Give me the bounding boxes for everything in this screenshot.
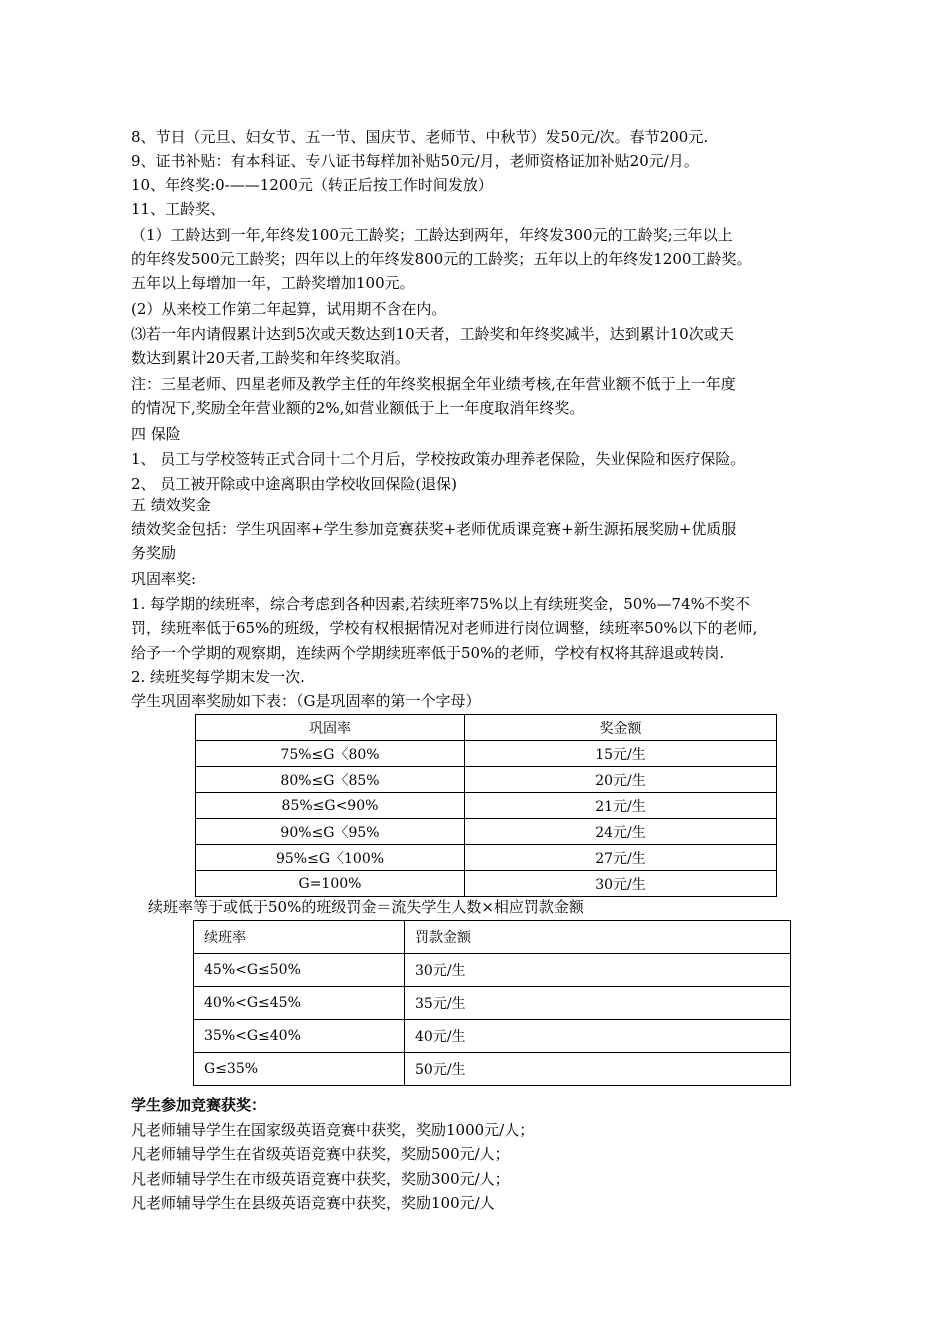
table-row bbox=[196, 767, 777, 793]
table-cell: 35元/生 bbox=[405, 987, 791, 1020]
text-line: 9、证书补贴：有本科证、专八证书每样加补贴50元/月，老师资格证加补贴20元/月。 bbox=[131, 152, 699, 170]
table-cell: G=100% bbox=[196, 871, 465, 897]
table-row bbox=[196, 871, 777, 897]
table-row bbox=[194, 987, 791, 1020]
text-line: 凡老师辅导学生在市级英语竞赛中获奖，奖励300元/人； bbox=[131, 1170, 510, 1188]
table-cell: 75%≤G〈80% bbox=[196, 741, 465, 767]
text-line: 凡老师辅导学生在县级英语竞赛中获奖，奖励100元/人 bbox=[131, 1194, 495, 1212]
text-line: 的情况下,奖励全年营业额的2%,如营业额低于上一年度取消年终奖。 bbox=[131, 399, 585, 417]
table-cell: G≤35% bbox=[194, 1053, 405, 1086]
table-header-cell: 巩固率 bbox=[196, 715, 465, 741]
table-cell: 50元/生 bbox=[405, 1053, 791, 1086]
table-cell: 35%<G≤40% bbox=[194, 1020, 405, 1053]
table-cell: 45%<G≤50% bbox=[194, 954, 405, 987]
text-line: 凡老师辅导学生在国家级英语竞赛中获奖，奖励1000元/人； bbox=[131, 1121, 535, 1139]
penalty-title: 续班率等于或低于50%的班级罚金＝流失学生人数×相应罚款金额 bbox=[148, 898, 584, 916]
table-row bbox=[194, 954, 791, 987]
table-row bbox=[196, 793, 777, 819]
penalty-table bbox=[193, 920, 791, 1086]
table-header-cell: 续班率 bbox=[194, 921, 405, 954]
text-line: （1）工龄达到一年,年终发100元工龄奖；工龄达到两年，年终发300元的工龄奖;三年以上 bbox=[131, 226, 733, 244]
table-cell: 40元/生 bbox=[405, 1020, 791, 1053]
table-cell: 20元/生 bbox=[465, 767, 777, 793]
table-header-cell: 奖金额 bbox=[465, 715, 777, 741]
retention-reward-table bbox=[195, 714, 777, 897]
table-row bbox=[196, 845, 777, 871]
text-line: 2、 员工被开除或中途离职由学校收回保险(退保) bbox=[131, 475, 458, 493]
table-header-cell: 罚款金额 bbox=[405, 921, 791, 954]
text-line: 11、工龄奖、 bbox=[131, 200, 226, 218]
text-line: 学生巩固率奖励如下表：（G是巩固率的第一个字母） bbox=[131, 692, 481, 710]
text-line: 2. 续班奖每学期末发一次. bbox=[131, 668, 305, 686]
text-line: 数达到累计20天者,工龄奖和年终奖取消。 bbox=[131, 349, 410, 367]
table-row bbox=[196, 741, 777, 767]
text-line: 给予一个学期的观察期，连续两个学期续班率低于50%的老师，学校有权将其辞退或转岗. bbox=[131, 644, 725, 662]
table-cell: 21元/生 bbox=[465, 793, 777, 819]
table-cell: 85%≤G<90% bbox=[196, 793, 465, 819]
text-line: 绩效奖金包括：学生巩固率+学生参加竞赛获奖+老师优质课竞赛+新生源拓展奖励+优质服 bbox=[131, 520, 737, 538]
table-row bbox=[194, 1053, 791, 1086]
text-line: 1、 员工与学校签转正式合同十二个月后，学校按政策办理养老保险，失业保险和医疗保险。 bbox=[131, 450, 746, 468]
table-cell: 40%<G≤45% bbox=[194, 987, 405, 1020]
table-cell: 30元/生 bbox=[465, 871, 777, 897]
text-line: 1. 每学期的续班率，综合考虑到各种因素,若续班率75%以上有续班奖金，50%—74%不奖不 bbox=[131, 595, 750, 613]
table-cell: 30元/生 bbox=[405, 954, 791, 987]
table-row bbox=[194, 1020, 791, 1053]
text-line: 凡老师辅导学生在省级英语竞赛中获奖，奖励500元/人； bbox=[131, 1145, 510, 1163]
table-cell: 24元/生 bbox=[465, 819, 777, 845]
text-line: 罚，续班率低于65%的班级，学校有权根据情况对老师进行岗位调整，续班率50%以下的老师, bbox=[131, 619, 758, 637]
text-line: (2）从来校工作第二年起算，试用期不含在内。 bbox=[131, 300, 447, 318]
text-line: 的年终发500元工龄奖；四年以上的年终发800元的工龄奖；五年以上的年终发1200工龄奖。 bbox=[131, 250, 752, 268]
section-heading: 五 绩效奖金 bbox=[131, 496, 211, 514]
competition-heading: 学生参加竞赛获奖： bbox=[131, 1096, 267, 1114]
table-row bbox=[196, 819, 777, 845]
table-header-row bbox=[196, 715, 777, 741]
table-cell: 15元/生 bbox=[465, 741, 777, 767]
text-line: 8、节日（元旦、妇女节、五一节、国庆节、老师节、中秋节）发50元/次。春节200元. bbox=[131, 128, 709, 146]
text-line: 巩固率奖: bbox=[131, 570, 197, 588]
text-line: 10、年终奖:0-——1200元（转正后按工作时间发放） bbox=[131, 176, 493, 194]
table-header-row bbox=[194, 921, 791, 954]
table-cell: 95%≤G〈100% bbox=[196, 845, 465, 871]
text-line: 务奖励 bbox=[131, 544, 177, 562]
text-line: ⑶若一年内请假累计达到5次或天数达到10天者，工龄奖和年终奖减半，达到累计10次或天 bbox=[131, 325, 734, 343]
text-line: 注：三星老师、四星老师及教学主任的年终奖根据全年业绩考核,在年营业额不低于上一年度 bbox=[131, 375, 736, 393]
section-heading: 四 保险 bbox=[131, 425, 181, 443]
text-line: 五年以上每增加一年，工龄奖增加100元。 bbox=[131, 274, 415, 292]
table-cell: 27元/生 bbox=[465, 845, 777, 871]
table-cell: 80%≤G〈85% bbox=[196, 767, 465, 793]
table-cell: 90%≤G〈95% bbox=[196, 819, 465, 845]
